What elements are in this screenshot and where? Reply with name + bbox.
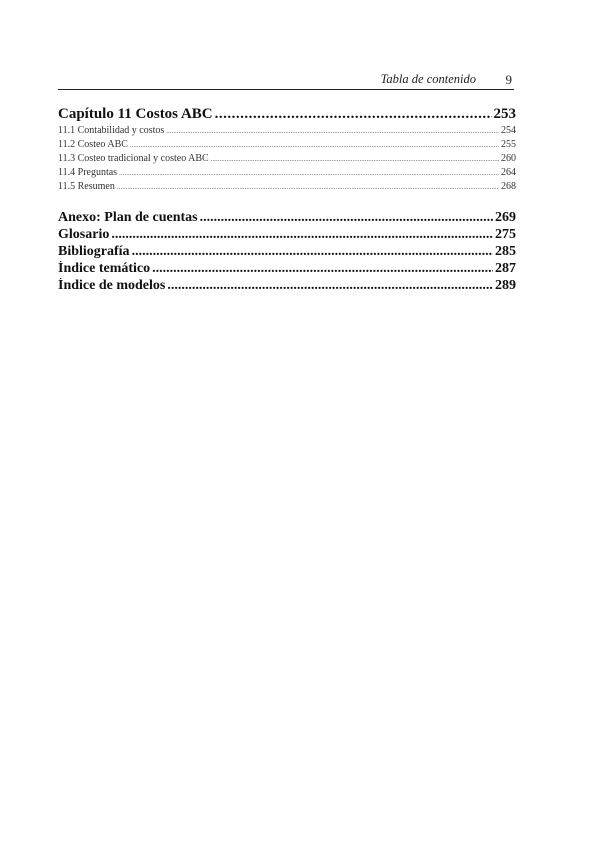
toc-entry-label: Anexo: Plan de cuentas <box>58 210 198 225</box>
toc-entry-page: 289 <box>495 278 516 293</box>
running-header <box>58 72 514 88</box>
toc-entry-page: 275 <box>495 227 516 242</box>
toc-entry-page: 253 <box>493 106 516 122</box>
dot-leader <box>117 183 499 191</box>
toc-entry-label: 11.4 Preguntas <box>58 167 118 178</box>
toc-section-entry[interactable] <box>58 139 516 152</box>
dot-leader <box>211 155 499 163</box>
toc-entry-label: Capítulo 11 Costos ABC <box>58 106 213 122</box>
toc-entry-page: 285 <box>495 244 516 259</box>
dot-leader <box>200 210 493 226</box>
dot-leader <box>119 169 499 177</box>
toc-entry-page: 254 <box>501 125 516 136</box>
dot-leader <box>130 141 499 149</box>
toc-entry-label: Índice de modelos <box>58 278 166 293</box>
header-rule <box>58 89 514 90</box>
dot-leader <box>167 278 493 294</box>
toc-section-entry[interactable] <box>58 153 516 166</box>
toc-chapter-entry[interactable] <box>58 106 516 124</box>
toc-entry-label: 11.2 Costeo ABC <box>58 139 128 150</box>
toc-entry-label: Índice temático <box>58 261 151 276</box>
toc-entry-page: 255 <box>501 139 516 150</box>
dot-leader <box>132 244 493 260</box>
toc-entry-label: 11.3 Costeo tradicional y costeo ABC <box>58 153 209 164</box>
toc-entry-label: Bibliografía <box>58 244 130 259</box>
toc-back-matter-entry[interactable] <box>58 278 516 295</box>
dot-leader <box>111 227 493 243</box>
toc-section-entry[interactable] <box>58 125 516 138</box>
toc-back-matter-entry[interactable] <box>58 261 516 278</box>
toc-entry-label: 11.5 Resumen <box>58 181 115 192</box>
toc-entry-page: 260 <box>501 153 516 164</box>
toc-section-entry[interactable] <box>58 167 516 180</box>
toc-entry-label: Glosario <box>58 227 110 242</box>
toc-back-matter-entry[interactable] <box>58 244 516 261</box>
toc-section-entry[interactable] <box>58 181 516 194</box>
dot-leader <box>152 261 493 277</box>
toc-back-matter-entry[interactable] <box>58 210 516 227</box>
toc-back-matter-entry[interactable] <box>58 227 516 244</box>
toc-entry-page: 287 <box>495 261 516 276</box>
dot-leader <box>166 127 499 135</box>
toc-entry-page: 264 <box>501 167 516 178</box>
page-number: 9 <box>505 72 512 87</box>
toc-entry-page: 269 <box>495 210 516 225</box>
running-header-title: Tabla de contenido <box>380 72 476 86</box>
toc-entry-page: 268 <box>501 181 516 192</box>
toc-entry-label: 11.1 Contabilidad y costos <box>58 125 165 136</box>
dot-leader <box>215 106 492 123</box>
